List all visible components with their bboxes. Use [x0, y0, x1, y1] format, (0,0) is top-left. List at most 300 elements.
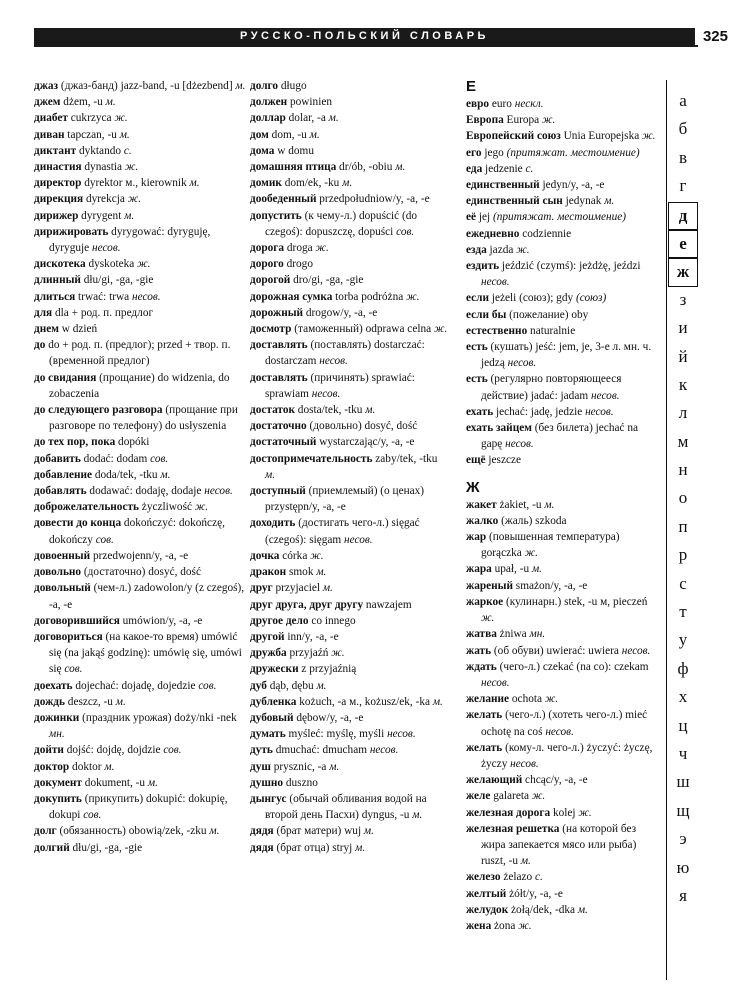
- headword: думать: [250, 728, 286, 741]
- translation: żelazo: [500, 871, 536, 884]
- headword: длиться: [34, 290, 76, 303]
- headword: дирижер: [34, 209, 79, 222]
- headword: довольно: [34, 566, 82, 579]
- dictionary-entry: [466, 805, 662, 821]
- dictionary-entry: [250, 78, 450, 94]
- dictionary-entry: [34, 305, 246, 321]
- translation: dodawać: dodaję, dodaje: [86, 485, 205, 498]
- dictionary-entry: [466, 821, 662, 870]
- alphabet-letter: щ: [676, 800, 690, 820]
- grammar-label: несов.: [91, 242, 121, 255]
- headword: дождь: [34, 695, 65, 708]
- translation: żołą/dek, -dka: [508, 903, 578, 916]
- dictionary-entry: [34, 613, 246, 629]
- headword: ехать зайцем: [466, 422, 532, 435]
- grammar-label: м.: [316, 679, 327, 692]
- alphabet-letter: е: [668, 230, 698, 258]
- dictionary-entry: [34, 629, 246, 678]
- dictionary-entry: [466, 918, 662, 934]
- dictionary-entry: [466, 258, 662, 290]
- translation: (повышенная температура) gorączka: [481, 531, 620, 560]
- headword: друг друга, друг другу: [250, 598, 364, 611]
- headword: дружески: [250, 663, 299, 676]
- grammar-label: м.: [265, 468, 276, 481]
- alphabet-letter: н: [678, 460, 688, 480]
- grammar-label: м.: [365, 404, 376, 417]
- alphabet-letter: п: [678, 516, 688, 536]
- dictionary-entry: [250, 678, 450, 694]
- translation: (жаль) szkoda: [498, 514, 567, 527]
- translation: (достигать чего-л.) sięgać (czegoś): sięgam: [265, 517, 420, 546]
- headword: жена: [466, 919, 492, 932]
- grammar-label: м.: [520, 855, 531, 868]
- alphabet-letter: р: [678, 545, 688, 565]
- translation: kożuch, -a м., kożusz/ek, -ka: [296, 695, 433, 708]
- grammar-label: нескл.: [514, 98, 544, 110]
- headword: днем: [34, 323, 59, 336]
- translation: dr/ób, -obiu: [336, 161, 396, 174]
- dictionary-entry: [250, 370, 450, 402]
- grammar-label: ж.: [310, 549, 324, 562]
- translation: przedpołudniow/y, -a, -e: [316, 193, 430, 206]
- translation: (брат отца) stryj: [273, 841, 356, 854]
- headword: достаточно: [250, 420, 307, 433]
- translation: jej: [476, 211, 493, 224]
- headword: дракон: [250, 566, 287, 579]
- translation: zaby/tek, -tku: [372, 452, 438, 465]
- headword: договориться: [34, 630, 103, 643]
- alphabet-index: [668, 88, 698, 911]
- dictionary-entry: [34, 208, 246, 224]
- headword: домик: [250, 177, 282, 190]
- headword: дойти: [34, 744, 64, 757]
- alphabet-letter: с: [679, 573, 687, 593]
- headword: для: [34, 306, 53, 319]
- translation: córka: [279, 549, 311, 562]
- translation: (обычай обливания водой на второй день Пасхи) dyngus, -u: [265, 792, 427, 822]
- headword: душ: [250, 760, 271, 773]
- translation: ochota: [509, 693, 545, 706]
- grammar-label: ж.: [433, 323, 448, 336]
- dictionary-entry: [466, 707, 662, 739]
- translation: dom/ek, -ku: [281, 177, 343, 190]
- dictionary-entry: [466, 788, 662, 804]
- translation: dla + род. п. предлог: [52, 306, 154, 319]
- dictionary-entry: [34, 564, 246, 580]
- headword: доллар: [250, 112, 286, 125]
- headword: довоенный: [34, 549, 91, 562]
- dictionary-entry: [34, 78, 246, 94]
- translation: Unia Europejska: [560, 130, 643, 143]
- dictionary-entry: [466, 452, 662, 468]
- dictionary-entry: [466, 242, 662, 258]
- grammar-label: несов.: [505, 438, 534, 451]
- translation: smok: [286, 566, 317, 579]
- grammar-label: ж.: [406, 290, 420, 303]
- headword: жара: [466, 563, 492, 576]
- translation: (кому-л. чего-л.) życzyć: życzę, życzy: [481, 741, 653, 770]
- dictionary-entry: [250, 451, 450, 483]
- translation: żółt/y, -a, -e: [506, 887, 563, 900]
- dictionary-entry: [250, 840, 450, 856]
- headword: достаток: [250, 404, 295, 417]
- translation: przyjaciel: [272, 582, 323, 595]
- alphabet-letter: я: [679, 885, 687, 905]
- dictionary-entry: [250, 613, 450, 629]
- dictionary-entry: [250, 127, 450, 143]
- dictionary-entry: [250, 94, 450, 110]
- headword: дорожная сумка: [250, 290, 333, 303]
- grammar-label: несов.: [132, 290, 161, 303]
- grammar-label: (союз): [575, 292, 607, 305]
- translation: (таможенный) odprawa celna: [291, 323, 434, 336]
- headword: директор: [34, 177, 82, 190]
- headword: жалко: [466, 514, 499, 527]
- alphabet-letter: ц: [678, 715, 688, 735]
- dictionary-entry: [466, 643, 662, 659]
- dictionary-entry: [466, 404, 662, 420]
- translation: myśleć: myślę, myśli: [285, 728, 388, 741]
- translation: (на которой без жира запекается мясо или рыба) ruszt, -u: [481, 822, 637, 868]
- dictionary-entry: [250, 321, 450, 337]
- headword: до свидания: [34, 371, 97, 384]
- dictionary-entry: [250, 434, 450, 450]
- headword: железная решетка: [466, 822, 560, 835]
- translation: dyktando: [76, 144, 124, 157]
- dictionary-entry: [250, 256, 450, 272]
- dictionary-entry: [250, 645, 450, 661]
- translation: (кушать) jeść: jem, je, 3-е л. мн. ч. jedzą: [481, 341, 652, 370]
- translation: życzliwość: [138, 501, 195, 514]
- headword: дубовый: [250, 711, 294, 724]
- dictionary-entry: [466, 96, 662, 112]
- dictionary-entry: [34, 191, 246, 207]
- headword: жатва: [466, 628, 497, 641]
- translation: prysznic, -a: [270, 760, 330, 773]
- translation: drogo: [283, 258, 313, 271]
- dictionary-entry: [250, 564, 450, 580]
- headword: дубленка: [250, 695, 297, 708]
- dictionary-entry: [466, 513, 662, 529]
- headword: дорога: [250, 242, 285, 255]
- translation: (поставлять) dostarczać: dostarczam: [265, 339, 425, 368]
- headword: желудок: [466, 903, 509, 916]
- dictionary-entry: [466, 307, 662, 323]
- headword: жар: [466, 531, 487, 544]
- dictionary-entry: [34, 159, 246, 175]
- dictionary-entry: [250, 580, 450, 596]
- dictionary-entry: [250, 548, 450, 564]
- translation: jechać: jadę, jedzie: [493, 405, 586, 418]
- headword: до тех пор, пока: [34, 436, 116, 449]
- alphabet-letter: у: [678, 630, 688, 650]
- translation: dopóki: [115, 436, 150, 449]
- headword: его: [466, 146, 482, 159]
- headword: достаточный: [250, 436, 317, 449]
- translation: dłu/gi, -ga, -gie: [80, 274, 154, 287]
- headword: дочка: [250, 549, 280, 562]
- grammar-label: м.: [235, 80, 246, 92]
- headword: жареный: [466, 579, 513, 592]
- grammar-label: несов.: [481, 676, 510, 689]
- grammar-label: мн.: [529, 628, 546, 641]
- translation: dynastia: [81, 161, 125, 174]
- dictionary-entry: [466, 772, 662, 788]
- alphabet-letter: й: [678, 346, 688, 366]
- headword: желать: [466, 741, 503, 754]
- alphabet-letter: ж: [668, 258, 698, 286]
- dictionary-entry: [250, 191, 450, 207]
- dictionary-entry: [34, 467, 246, 483]
- headword: договорившийся: [34, 614, 120, 627]
- headword: до следующего разговора: [34, 404, 163, 417]
- dictionary-entry: [250, 694, 450, 710]
- translation: (чем-л.) zadowolon/y (z czegoś), -a, -e: [49, 582, 245, 611]
- translation: dmuchać: dmucham: [272, 744, 370, 757]
- grammar-label: ж.: [481, 612, 495, 625]
- grammar-label: (притяжат. местоимение): [492, 211, 626, 224]
- grammar-label: м.: [105, 96, 116, 109]
- dictionary-entry: [250, 759, 450, 775]
- grammar-label: сов.: [83, 809, 102, 822]
- translation: torba podróżna: [332, 290, 407, 303]
- headword: езда: [466, 243, 487, 256]
- translation: deszcz, -u: [64, 695, 116, 708]
- translation: powinien: [287, 96, 332, 109]
- translation: euro: [489, 98, 515, 110]
- alphabet-letter: ч: [678, 743, 688, 763]
- grammar-label: несов.: [319, 355, 348, 368]
- translation: długo: [278, 80, 307, 92]
- headword: евро: [466, 98, 490, 110]
- grammar-label: с.: [525, 162, 534, 175]
- translation: żniwa: [496, 628, 530, 641]
- headword: доставлять: [250, 371, 308, 384]
- dictionary-entry: [250, 726, 450, 742]
- grammar-label: м.: [544, 498, 555, 511]
- translation: galareta: [490, 790, 532, 803]
- headword: добавление: [34, 468, 92, 481]
- dictionary-entry: [250, 240, 450, 256]
- translation: dolar, -a: [285, 112, 329, 125]
- alphabet-letter: к: [678, 374, 688, 394]
- dictionary-entry: [466, 209, 662, 225]
- headword: долго: [250, 80, 279, 92]
- dictionary-entry: [250, 110, 450, 126]
- headword: документ: [34, 776, 82, 789]
- dictionary-entry: [466, 371, 662, 403]
- grammar-label: мн.: [49, 728, 65, 741]
- dictionary-entry: [466, 112, 662, 128]
- translation: tapczan, -u: [64, 128, 120, 141]
- headword: домашняя птица: [250, 161, 337, 174]
- grammar-label: ж.: [315, 242, 329, 255]
- section-letter: Е: [466, 78, 477, 95]
- grammar-label: ж.: [578, 806, 592, 819]
- grammar-label: ж.: [516, 243, 530, 256]
- headword: железо: [466, 871, 501, 884]
- grammar-label: м.: [432, 695, 443, 708]
- alphabet-letter: м: [677, 431, 689, 451]
- headword: желающий: [466, 774, 523, 787]
- dictionary-entry: [34, 499, 246, 515]
- translation: w dzień: [58, 323, 98, 336]
- headword: желание: [466, 693, 510, 706]
- dictionary-entry: [34, 840, 246, 856]
- dictionary-entry: [34, 434, 246, 450]
- headword: доставлять: [250, 339, 308, 352]
- grammar-label: ж.: [194, 501, 209, 514]
- grammar-label: ж.: [642, 130, 656, 143]
- translation: dyskoteka: [85, 258, 138, 271]
- alphabet-divider: [666, 80, 667, 980]
- translation: (джаз-банд) jazz-band, -u [dżezbend]: [58, 80, 236, 92]
- translation: dokument, -u: [81, 776, 148, 789]
- headword: ещё: [466, 454, 486, 467]
- dictionary-entry: [34, 823, 246, 839]
- headword: железная дорога: [466, 806, 551, 819]
- grammar-label: ж.: [524, 547, 538, 560]
- alphabet-letter: э: [679, 829, 687, 849]
- dictionary-entry: [250, 823, 450, 839]
- translation: jazda: [486, 243, 517, 256]
- column-1: [34, 78, 246, 856]
- translation: dojść: dojdę, dojdzie: [63, 744, 164, 757]
- running-title: РУССКО-ПОЛЬСКИЙ СЛОВАРЬ: [240, 30, 489, 42]
- dictionary-entry: [34, 678, 246, 694]
- dictionary-entry: [34, 224, 246, 256]
- headword: дядя: [250, 825, 274, 838]
- grammar-label: м.: [124, 209, 135, 222]
- headword: достопримечательность: [250, 452, 373, 465]
- dictionary-entry: [250, 791, 450, 823]
- dictionary-entry: [466, 161, 662, 177]
- headword: долгий: [34, 841, 70, 854]
- translation: dłu/gi, -ga, -gie: [69, 841, 143, 854]
- headword: диван: [34, 128, 65, 141]
- headword: джем: [34, 96, 61, 109]
- translation: (довольно) dosyć, dość: [306, 420, 418, 433]
- alphabet-letter: л: [678, 403, 688, 423]
- grammar-label: с.: [123, 144, 132, 157]
- dictionary-entry: [466, 561, 662, 577]
- translation: doktor: [69, 760, 105, 773]
- grammar-label: несов.: [590, 389, 620, 402]
- translation: (регулярно повторяющееся действие) jadać: jadam: [481, 373, 622, 402]
- grammar-label: несов.: [510, 757, 539, 770]
- translation: (на какое-то время) umówić się (na jakąś godzinę): umówię się, umówi się: [49, 630, 242, 676]
- dictionary-entry: [466, 691, 662, 707]
- translation: chcąc/y, -a, -e: [522, 774, 588, 787]
- alphabet-letter: ш: [676, 772, 690, 792]
- grammar-label: сов.: [198, 679, 217, 692]
- dictionary-entry: [466, 594, 662, 626]
- dictionary-entry: [250, 661, 450, 677]
- headword: длинный: [34, 274, 81, 287]
- grammar-label: сов.: [95, 533, 114, 546]
- dictionary-entry: [34, 321, 246, 337]
- headword: дуть: [250, 744, 273, 757]
- translation: (причинять) sprawiać: sprawiam: [265, 371, 415, 400]
- headword: дорогой: [250, 274, 291, 287]
- grammar-label: ж.: [518, 919, 532, 932]
- grammar-label: м.: [363, 825, 374, 838]
- grammar-label: несов.: [369, 744, 399, 757]
- column-2: [250, 78, 450, 856]
- translation: jego: [481, 146, 507, 159]
- dictionary-entry: [466, 578, 662, 594]
- dictionary-entry: [466, 323, 662, 339]
- section-letter: Ж: [466, 478, 480, 496]
- translation: (брат матери) wuj: [273, 825, 364, 838]
- dictionary-entry: [34, 483, 246, 499]
- headword: жать: [466, 644, 492, 657]
- grammar-label: сов.: [150, 452, 169, 465]
- grammar-label: м.: [104, 760, 115, 773]
- dictionary-entry: [466, 226, 662, 242]
- translation: (кулинарн.) stek, -u м, pieczeń: [503, 595, 648, 608]
- grammar-label: сов.: [64, 663, 83, 676]
- headword: есть: [466, 373, 488, 386]
- dictionary-entry: [466, 740, 662, 772]
- translation: z przyjaźnią: [298, 663, 357, 676]
- grammar-label: м.: [342, 177, 353, 190]
- translation: cukrzyca: [67, 112, 115, 125]
- translation: jeszcze: [485, 454, 522, 467]
- headword: добавить: [34, 452, 81, 465]
- headword: дома: [250, 144, 275, 157]
- dictionary-entry: [250, 597, 450, 613]
- translation: żakiet, -u: [496, 498, 545, 511]
- dictionary-entry: [250, 515, 450, 547]
- grammar-label: несов.: [311, 387, 341, 400]
- grammar-label: м.: [328, 112, 339, 125]
- headword: доходить: [250, 517, 296, 530]
- dictionary-entry: [34, 694, 246, 710]
- page-header: [0, 28, 736, 54]
- headword: дружба: [250, 647, 287, 660]
- grammar-label: ж.: [531, 790, 546, 803]
- headword: дорожный: [250, 306, 304, 319]
- dictionary-entry: [250, 289, 450, 305]
- headword: желе: [466, 790, 491, 803]
- dictionary-entry: [250, 483, 450, 515]
- translation: kolej: [550, 806, 579, 819]
- dictionary-entry: [466, 497, 662, 513]
- headword: желать: [466, 709, 503, 722]
- column-3: [466, 78, 662, 934]
- grammar-label: м.: [119, 128, 130, 141]
- dictionary-entry: [34, 256, 246, 272]
- headword: дообеденный: [250, 193, 317, 206]
- dictionary-entry: [34, 759, 246, 775]
- grammar-label: ж.: [137, 258, 151, 271]
- translation: inn/y, -a, -e: [284, 630, 339, 643]
- headword: допустить: [250, 209, 302, 222]
- translation: (достаточно) dosyć, dość: [81, 566, 201, 579]
- grammar-label: м.: [355, 841, 366, 854]
- headword: дискотека: [34, 258, 86, 271]
- headword: Европа: [466, 114, 504, 127]
- translation: dosta/tek, -tku: [294, 404, 366, 417]
- headword: душно: [250, 776, 284, 789]
- headword: доброжелательность: [34, 501, 139, 514]
- headword: ежедневно: [466, 227, 520, 240]
- dictionary-entry: [34, 580, 246, 612]
- translation: dyrygować: dyryguję, dyryguje: [49, 225, 211, 255]
- headword: дынгус: [250, 792, 287, 805]
- translation: jeżeli (союз); gdy: [489, 292, 576, 305]
